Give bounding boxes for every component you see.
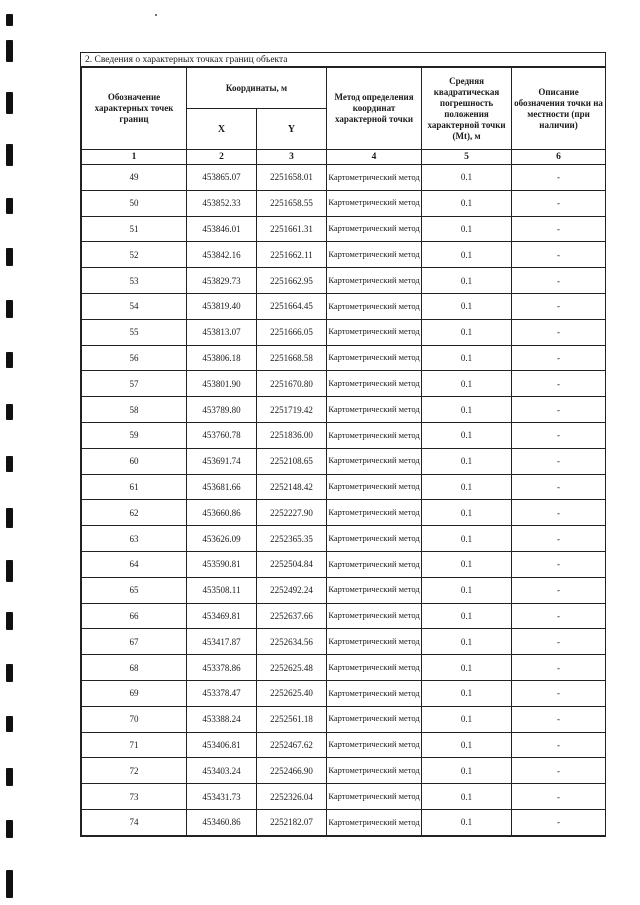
cell-description: - — [512, 422, 606, 448]
cell-y: 2252227.90 — [257, 500, 327, 526]
cell-description: - — [512, 345, 606, 371]
cell-method: Картометрический метод — [327, 190, 422, 216]
cell-accuracy: 0.1 — [422, 371, 512, 397]
binding-mark — [6, 768, 13, 786]
cell-y: 2252467.62 — [257, 732, 327, 758]
cell-x: 453417.87 — [187, 629, 257, 655]
table-row — [82, 422, 606, 448]
cell-y: 2251668.58 — [257, 345, 327, 371]
cell-x: 453865.07 — [187, 165, 257, 191]
cell-x: 453626.09 — [187, 526, 257, 552]
cell-x: 453801.90 — [187, 371, 257, 397]
table-row — [82, 577, 606, 603]
table-row — [82, 242, 606, 268]
cell-x: 453681.66 — [187, 474, 257, 500]
table-row — [82, 216, 606, 242]
header-coordinates: Координаты, м — [187, 68, 327, 109]
cell-point: 66 — [82, 603, 187, 629]
cell-description: - — [512, 629, 606, 655]
cell-method: Картометрический метод — [327, 474, 422, 500]
binding-mark — [6, 352, 13, 368]
header-description: Описание обозначения точки на местности (при наличии) — [512, 68, 606, 150]
cell-point: 60 — [82, 448, 187, 474]
cell-description: - — [512, 216, 606, 242]
cell-y: 2252148.42 — [257, 474, 327, 500]
binding-mark — [6, 716, 13, 732]
binding-mark — [6, 248, 13, 266]
cell-method: Картометрический метод — [327, 422, 422, 448]
cell-y: 2251666.05 — [257, 319, 327, 345]
binding-mark — [6, 456, 13, 472]
table-row — [82, 758, 606, 784]
cell-point: 59 — [82, 422, 187, 448]
cell-point: 62 — [82, 500, 187, 526]
cell-description: - — [512, 603, 606, 629]
cell-description: - — [512, 809, 606, 835]
cell-method: Картометрический метод — [327, 165, 422, 191]
cell-x: 453846.01 — [187, 216, 257, 242]
cell-point: 74 — [82, 809, 187, 835]
cell-y: 2251670.80 — [257, 371, 327, 397]
table-row — [82, 397, 606, 423]
table-row — [82, 680, 606, 706]
cell-x: 453829.73 — [187, 268, 257, 294]
cell-accuracy: 0.1 — [422, 319, 512, 345]
binding-mark — [6, 870, 13, 898]
cell-method: Картометрический метод — [327, 758, 422, 784]
cell-accuracy: 0.1 — [422, 422, 512, 448]
cell-method: Картометрический метод — [327, 603, 422, 629]
cell-point: 68 — [82, 655, 187, 681]
header-y: Y — [257, 109, 327, 150]
cell-y: 2251661.31 — [257, 216, 327, 242]
cell-method: Картометрический метод — [327, 526, 422, 552]
cell-description: - — [512, 706, 606, 732]
cell-description: - — [512, 319, 606, 345]
cell-accuracy: 0.1 — [422, 216, 512, 242]
column-number: 5 — [422, 150, 512, 165]
cell-x: 453508.11 — [187, 577, 257, 603]
table-row — [82, 551, 606, 577]
cell-accuracy: 0.1 — [422, 526, 512, 552]
cell-x: 453806.18 — [187, 345, 257, 371]
cell-x: 453469.81 — [187, 603, 257, 629]
cell-method: Картометрический метод — [327, 293, 422, 319]
scan-speck — [155, 14, 157, 16]
binding-mark — [6, 664, 13, 682]
cell-y: 2252108.65 — [257, 448, 327, 474]
cell-point: 61 — [82, 474, 187, 500]
cell-x: 453403.24 — [187, 758, 257, 784]
cell-method: Картометрический метод — [327, 397, 422, 423]
column-number: 2 — [187, 150, 257, 165]
cell-point: 51 — [82, 216, 187, 242]
binding-mark — [6, 508, 13, 528]
cell-description: - — [512, 242, 606, 268]
cell-description: - — [512, 190, 606, 216]
cell-accuracy: 0.1 — [422, 809, 512, 835]
column-number: 1 — [82, 150, 187, 165]
cell-accuracy: 0.1 — [422, 551, 512, 577]
table-row — [82, 784, 606, 810]
cell-accuracy: 0.1 — [422, 397, 512, 423]
cell-method: Картометрический метод — [327, 655, 422, 681]
cell-x: 453660.86 — [187, 500, 257, 526]
column-number: 6 — [512, 150, 606, 165]
cell-y: 2252625.48 — [257, 655, 327, 681]
cell-x: 453460.86 — [187, 809, 257, 835]
binding-mark — [6, 40, 13, 62]
table-row — [82, 500, 606, 526]
cell-point: 53 — [82, 268, 187, 294]
section-title: 2. Сведения о характерных точках границ объекта — [81, 53, 605, 67]
cell-description: - — [512, 448, 606, 474]
cell-description: - — [512, 474, 606, 500]
table-row — [82, 190, 606, 216]
cell-description: - — [512, 293, 606, 319]
cell-accuracy: 0.1 — [422, 655, 512, 681]
cell-accuracy: 0.1 — [422, 603, 512, 629]
cell-method: Картометрический метод — [327, 268, 422, 294]
cell-description: - — [512, 732, 606, 758]
cell-x: 453813.07 — [187, 319, 257, 345]
table-body — [82, 165, 606, 836]
cell-method: Картометрический метод — [327, 706, 422, 732]
table-row — [82, 732, 606, 758]
cell-point: 55 — [82, 319, 187, 345]
column-number: 3 — [257, 150, 327, 165]
header-method: Метод определения координат характерной точки — [327, 68, 422, 150]
header-accuracy: Средняя квадратическая погрешность положения характерной точки (Mt), м — [422, 68, 512, 150]
cell-y: 2252182.07 — [257, 809, 327, 835]
cell-method: Картометрический метод — [327, 784, 422, 810]
cell-point: 56 — [82, 345, 187, 371]
table-row — [82, 526, 606, 552]
cell-method: Картометрический метод — [327, 680, 422, 706]
cell-y: 2252492.24 — [257, 577, 327, 603]
cell-accuracy: 0.1 — [422, 474, 512, 500]
cell-y: 2251719.42 — [257, 397, 327, 423]
cell-x: 453760.78 — [187, 422, 257, 448]
cell-point: 64 — [82, 551, 187, 577]
cell-method: Картометрический метод — [327, 371, 422, 397]
binding-mark — [6, 612, 13, 630]
table-row — [82, 293, 606, 319]
table-row — [82, 268, 606, 294]
table-row — [82, 319, 606, 345]
cell-accuracy: 0.1 — [422, 268, 512, 294]
cell-y: 2252634.56 — [257, 629, 327, 655]
cell-point: 70 — [82, 706, 187, 732]
cell-point: 69 — [82, 680, 187, 706]
binding-mark — [6, 300, 13, 318]
cell-y: 2251664.45 — [257, 293, 327, 319]
header-point-designation: Обозначение характерных точек границ — [82, 68, 187, 150]
cell-method: Картометрический метод — [327, 500, 422, 526]
cell-point: 49 — [82, 165, 187, 191]
cell-x: 453378.86 — [187, 655, 257, 681]
cell-accuracy: 0.1 — [422, 784, 512, 810]
cell-x: 453852.33 — [187, 190, 257, 216]
cell-accuracy: 0.1 — [422, 448, 512, 474]
cell-description: - — [512, 526, 606, 552]
cell-y: 2252365.35 — [257, 526, 327, 552]
cell-y: 2251662.95 — [257, 268, 327, 294]
cell-x: 453406.81 — [187, 732, 257, 758]
cell-x: 453388.24 — [187, 706, 257, 732]
cell-description: - — [512, 500, 606, 526]
table-row — [82, 809, 606, 835]
cell-description: - — [512, 680, 606, 706]
column-number: 4 — [327, 150, 422, 165]
cell-method: Картометрический метод — [327, 319, 422, 345]
cell-point: 67 — [82, 629, 187, 655]
table-row — [82, 165, 606, 191]
table-row — [82, 706, 606, 732]
cell-description: - — [512, 371, 606, 397]
cell-description: - — [512, 784, 606, 810]
cell-point: 73 — [82, 784, 187, 810]
cell-point: 54 — [82, 293, 187, 319]
cell-x: 453691.74 — [187, 448, 257, 474]
cell-accuracy: 0.1 — [422, 758, 512, 784]
cell-description: - — [512, 758, 606, 784]
binding-marks — [6, 0, 16, 905]
cell-accuracy: 0.1 — [422, 680, 512, 706]
cell-y: 2251836.00 — [257, 422, 327, 448]
cell-method: Картометрический метод — [327, 345, 422, 371]
cell-point: 65 — [82, 577, 187, 603]
cell-point: 52 — [82, 242, 187, 268]
cell-y: 2252466.90 — [257, 758, 327, 784]
cell-accuracy: 0.1 — [422, 190, 512, 216]
cell-accuracy: 0.1 — [422, 732, 512, 758]
table-row — [82, 655, 606, 681]
cell-y: 2251662.11 — [257, 242, 327, 268]
cell-method: Картометрический метод — [327, 732, 422, 758]
cell-method: Картометрический метод — [327, 242, 422, 268]
cell-y: 2252625.40 — [257, 680, 327, 706]
cell-accuracy: 0.1 — [422, 706, 512, 732]
cell-y: 2252504.84 — [257, 551, 327, 577]
cell-method: Картометрический метод — [327, 577, 422, 603]
cell-x: 453378.47 — [187, 680, 257, 706]
cell-method: Картометрический метод — [327, 629, 422, 655]
table-row — [82, 474, 606, 500]
binding-mark — [6, 560, 13, 582]
cell-accuracy: 0.1 — [422, 629, 512, 655]
cell-y: 2251658.01 — [257, 165, 327, 191]
cell-point: 63 — [82, 526, 187, 552]
binding-mark — [6, 404, 13, 420]
binding-mark — [6, 92, 13, 114]
cell-x: 453431.73 — [187, 784, 257, 810]
cell-accuracy: 0.1 — [422, 577, 512, 603]
table-row — [82, 629, 606, 655]
table-row — [82, 603, 606, 629]
cell-method: Картометрический метод — [327, 216, 422, 242]
header-x: X — [187, 109, 257, 150]
cell-y: 2251658.55 — [257, 190, 327, 216]
cell-accuracy: 0.1 — [422, 500, 512, 526]
cell-method: Картометрический метод — [327, 809, 422, 835]
cell-x: 453789.80 — [187, 397, 257, 423]
cell-point: 57 — [82, 371, 187, 397]
table-row — [82, 345, 606, 371]
points-table-frame — [80, 52, 606, 837]
cell-description: - — [512, 268, 606, 294]
cell-method: Картометрический метод — [327, 551, 422, 577]
boundary-points-table — [81, 67, 606, 836]
cell-x: 453819.40 — [187, 293, 257, 319]
cell-y: 2252637.66 — [257, 603, 327, 629]
binding-mark — [6, 198, 13, 214]
cell-point: 58 — [82, 397, 187, 423]
cell-description: - — [512, 397, 606, 423]
cell-method: Картометрический метод — [327, 448, 422, 474]
cell-point: 50 — [82, 190, 187, 216]
binding-mark — [6, 14, 13, 26]
cell-x: 453590.81 — [187, 551, 257, 577]
cell-accuracy: 0.1 — [422, 345, 512, 371]
table-row — [82, 371, 606, 397]
cell-x: 453842.16 — [187, 242, 257, 268]
cell-point: 71 — [82, 732, 187, 758]
binding-mark — [6, 144, 13, 166]
cell-y: 2252561.18 — [257, 706, 327, 732]
cell-accuracy: 0.1 — [422, 242, 512, 268]
cell-point: 72 — [82, 758, 187, 784]
cell-accuracy: 0.1 — [422, 165, 512, 191]
table-row — [82, 448, 606, 474]
binding-mark — [6, 820, 13, 838]
cell-y: 2252326.04 — [257, 784, 327, 810]
cell-description: - — [512, 655, 606, 681]
cell-description: - — [512, 551, 606, 577]
cell-description: - — [512, 577, 606, 603]
cell-description: - — [512, 165, 606, 191]
cell-accuracy: 0.1 — [422, 293, 512, 319]
